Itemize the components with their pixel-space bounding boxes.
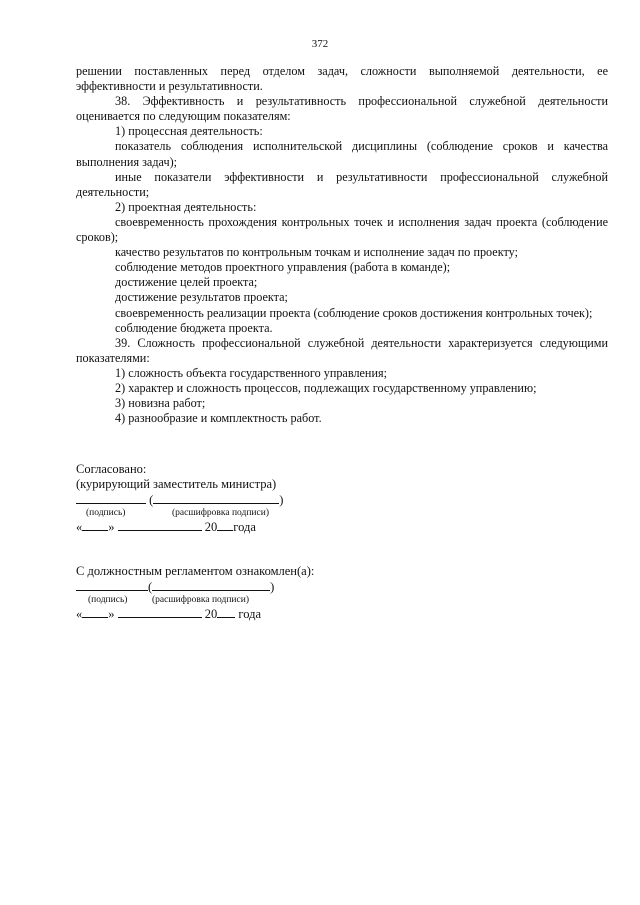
approval-caption-decoding: (расшифровка подписи) [172,508,269,518]
paragraph: качество результатов по контрольным точкам и исполнение задач по проекту; [115,245,518,260]
acquaintance-date-row [76,606,314,621]
acquaintance-signature-row [76,579,314,594]
acquaintance-block [76,564,314,621]
paragraph: 2) проектная деятельность: [115,199,257,214]
paragraph: решении поставленных перед отделом задач, сложности выполняемой деятельности, ее эффективности и результативности. [76,64,608,94]
acquaintance-quote-close: » [108,607,115,621]
paragraph: показатель соблюдения исполнительской дисциплины (соблюдение сроков и качества выполнения задач); [76,139,608,169]
page-number: 372 [311,38,329,50]
acquaintance-year-blank[interactable] [217,606,235,618]
approval-year-blank[interactable] [217,519,233,531]
approval-signature-blank[interactable] [76,492,146,504]
approval-decoding-blank[interactable] [153,492,279,504]
approval-quote-close: » [108,520,115,534]
approval-heading: Согласовано: [76,462,147,476]
approval-date-row [76,519,283,534]
acquaintance-year-word: года [238,607,261,621]
acquaintance-captions [76,594,314,606]
approval-day-blank[interactable] [82,519,108,531]
acquaintance-caption-signature: (подпись) [88,595,128,605]
acquaintance-quote-open: « [76,607,83,621]
paragraph: достижение результатов проекта; [115,290,288,305]
paragraph: 38. Эффективность и результативность профессиональной служебной деятельности оценивается по следующим показателям: [76,94,608,124]
approval-open-paren: ( [149,493,154,507]
paragraph: своевременность прохождения контрольных точек и исполнения задач проекта (соблюдение сроков); [76,214,608,245]
regulation-body-text [76,64,608,426]
approval-role: (курирующий заместитель министра) [76,477,277,491]
paragraph: соблюдение методов проектного управления (работа в команде); [115,260,451,275]
paragraph: 4) разнообразие и комплектность работ. [115,411,322,426]
approval-block [76,462,283,534]
acquaintance-heading: С должностным регламентом ознакомлен(а): [76,564,315,578]
acquaintance-open-paren: ( [148,580,153,594]
paragraph: своевременность реализации проекта (соблюдение сроков достижения контрольных точек); [115,305,593,320]
paragraph: 1) процессная деятельность: [115,124,263,139]
acquaintance-signature-blank[interactable] [76,579,148,591]
approval-year-word: года [233,520,256,534]
acquaintance-year-prefix: 20 [204,607,218,621]
approval-caption-signature: (подпись) [86,508,126,518]
acquaintance-caption-decoding: (расшифровка подписи) [152,595,249,605]
approval-year-prefix: 20 [204,520,218,534]
paragraph: достижение целей проекта; [115,275,258,290]
approval-captions [76,507,283,519]
paragraph: 39. Сложность профессиональной служебной деятельности характеризуется следующими показателями: [76,335,608,365]
paragraph: 1) сложность объекта государственного управления; [115,365,387,380]
approval-signature-row [76,492,283,507]
paragraph: 3) новизна работ; [115,396,206,411]
acquaintance-day-blank[interactable] [82,606,108,618]
acquaintance-decoding-blank[interactable] [152,579,270,591]
approval-quote-open: « [76,520,83,534]
acquaintance-close-paren: ) [270,580,275,594]
approval-close-paren: ) [279,493,284,507]
paragraph: иные показатели эффективности и результативности профессиональной служебной деятельности; [76,169,608,199]
approval-month-blank[interactable] [118,519,202,531]
paragraph: 2) характер и сложность процессов, подлежащих государственному управлению; [115,380,537,395]
acquaintance-month-blank[interactable] [118,606,202,618]
paragraph: соблюдение бюджета проекта. [115,320,273,335]
